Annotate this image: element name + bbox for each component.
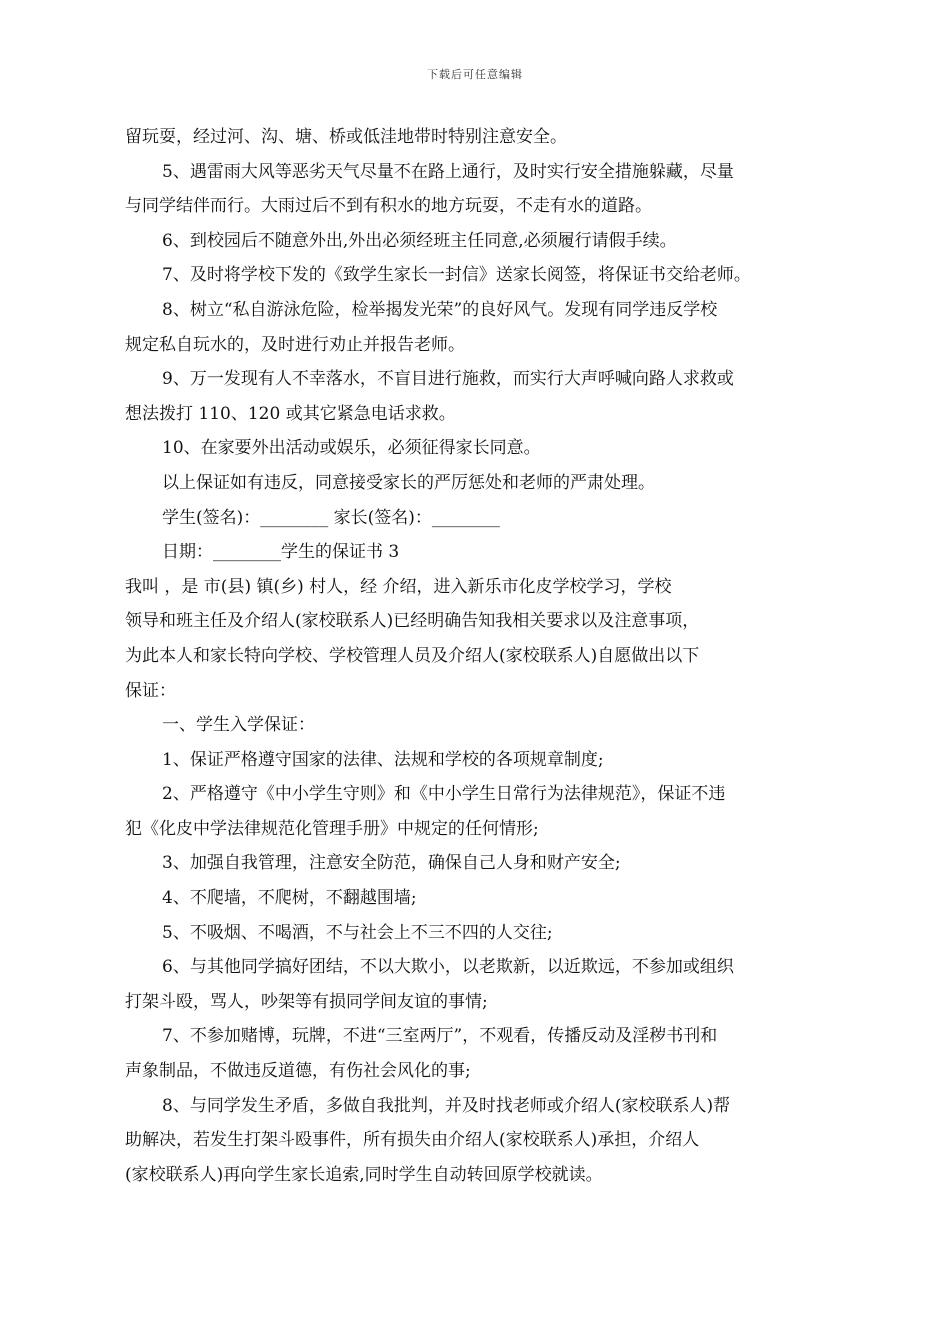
text-line: 我叫 ，是 市(县) 镇(乡) 村人，经 介绍，进入新乐市化皮学校学习，学校 (125, 576, 672, 597)
text-line: 日期：________学生的保证书 3 (162, 542, 400, 563)
text-line: 5、遇雷雨大风等恶劣天气尽量不在路上通行，及时实行安全措施躲藏，尽量 (162, 161, 734, 182)
text-line: 犯《化皮中学法律规范化管理手册》中规定的任何情形; (125, 818, 539, 839)
text-line: 规定私自玩水的，及时进行劝止并报告老师。 (125, 334, 465, 355)
text-line: 8、树立“私自游泳危险，检举揭发光荣”的良好风气。发现有同学违反学校 (162, 299, 718, 320)
text-line: 一、学生入学保证： (162, 715, 315, 736)
text-line: 与同学结伴而行。大雨过后不到有积水的地方玩耍，不走有水的道路。 (125, 196, 652, 217)
text-line: 助解决，若发生打架斗殴事件，所有损失由介绍人(家校联系人)承担，介绍人 (125, 1130, 700, 1151)
text-line: 7、不参加赌博，玩牌，不进“三室两厅”，不观看，传播反动及淫秽书刊和 (162, 1026, 718, 1047)
text-line: 5、不吸烟、不喝酒，不与社会上不三不四的人交往; (162, 922, 553, 943)
text-line: 10、在家要外出活动或娱乐，必须征得家长同意。 (162, 438, 541, 459)
text-line: (家校联系人)再向学生家长追索,同时学生自动转回原学校就读。 (125, 1164, 603, 1185)
text-line: 3、加强自我管理，注意安全防范，确保自己人身和财产安全; (162, 853, 621, 874)
document-body (125, 120, 815, 1192)
text-line: 想法拨打 110、120 或其它紧急电话求救。 (125, 403, 456, 424)
text-line: 4、不爬墙，不爬树，不翻越围墙; (162, 888, 417, 909)
text-line: 为此本人和家长特向学校、学校管理人员及介绍人(家校联系人)自愿做出以下 (125, 645, 700, 666)
text-line: 9、万一发现有人不幸落水，不盲目进行施救，而实行大声呼喊向路人求救或 (162, 369, 734, 390)
text-line: 保证： (125, 680, 176, 701)
text-line: 以上保证如有违反，同意接受家长的严厉惩处和老师的严肃处理。 (162, 472, 655, 493)
text-line: 学生(签名)：________ 家长(签名)：________ (162, 507, 500, 528)
text-line: 2、严格遵守《中小学生守则》和《中小学生日常行为法律规范》，保证不违 (162, 784, 726, 805)
text-line: 领导和班主任及介绍人(家校联系人)已经明确告知我相关要求以及注意事项， (125, 611, 700, 632)
text-line: 6、到校园后不随意外出,外出必须经班主任同意,必须履行请假手续。 (162, 230, 677, 251)
text-line: 8、与同学发生矛盾，多做自我批判，并及时找老师或介绍人(家校联系人)帮 (162, 1095, 731, 1116)
text-line: 声象制品，不做违反道德，有伤社会风化的事; (125, 1061, 471, 1082)
text-line: 7、及时将学校下发的《致学生家长一封信》送家长阅签，将保证书交给老师。 (162, 265, 751, 286)
text-line: 打架斗殴，骂人，吵架等有损同学间友谊的事情; (125, 991, 488, 1012)
text-line: 6、与其他同学搞好团结，不以大欺小，以老欺新，以近欺远，不参加或组织 (162, 957, 734, 978)
page-header: 下载后可任意编辑 (427, 68, 523, 81)
text-line: 留玩耍，经过河、沟、塘、桥或低洼地带时特别注意安全。 (125, 127, 567, 147)
text-line: 1、保证严格遵守国家的法律、法规和学校的各项规章制度; (162, 749, 604, 770)
